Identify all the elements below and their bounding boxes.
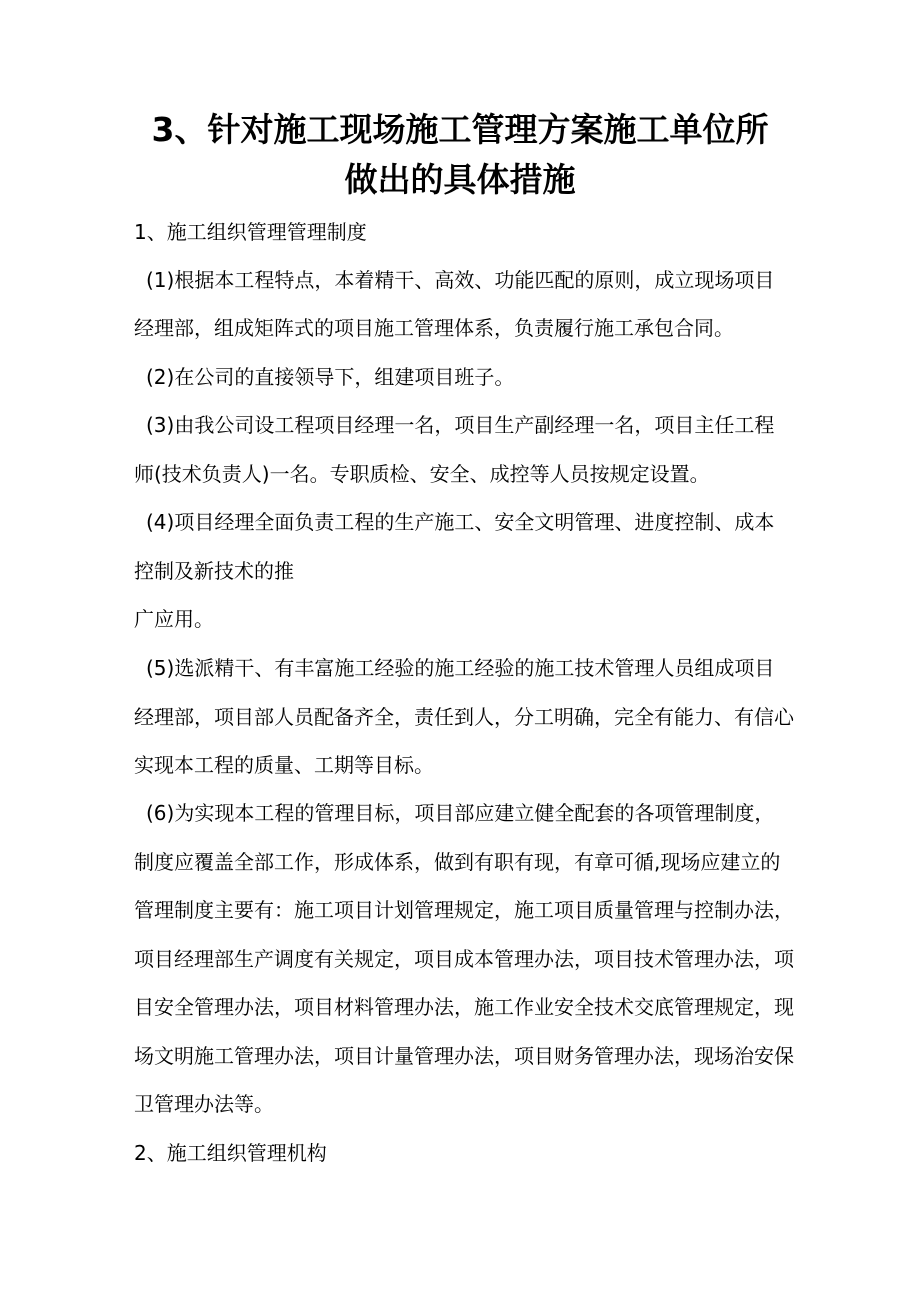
paragraph-line: 经理部，组成矩阵式的项目施工管理体系，负责履行施工承包合同。 [134, 316, 734, 340]
paragraph-line: (1)根据本工程特点，本着精干、高效、功能匹配的原则，成立现场项目 [146, 268, 775, 292]
paragraph-line: (6)为实现本工程的管理目标，项目部应建立健全配套的各项管理制度， [146, 801, 775, 825]
paragraph-line: 卫管理办法等。 [134, 1092, 274, 1116]
paragraph-line: 实现本工程的质量、工期等目标。 [134, 753, 434, 777]
paragraph-line: 场文明施工管理办法，项目计量管理办法，项目财务管理办法，现场治安保 [134, 1044, 794, 1068]
document-title-line-2: 做出的具体措施 [344, 160, 576, 199]
paragraph-line: 师(技术负责人)一名。专职质检、安全、成控等人员按规定设置。 [134, 462, 710, 486]
paragraph-line: 项目经理部生产调度有关规定，项目成本管理办法，项目技术管理办法，项 [134, 947, 794, 971]
paragraph-line: (3)由我公司设工程项目经理一名，项目生产副经理一名，项目主任工程 [146, 413, 775, 437]
section-heading-1: 1、施工组织管理管理制度 [134, 220, 367, 244]
paragraph-line: 控制及新技术的推 [134, 559, 294, 583]
paragraph-line: 制度应覆盖全部工作，形成体系，做到有职有现，有章可循,现场应建立的 [134, 850, 781, 874]
paragraph-line: (4)项目经理全面负责工程的生产施工、安全文明管理、进度控制、成本 [146, 510, 775, 534]
paragraph-line: (2)在公司的直接领导下，组建项目班子。 [146, 365, 515, 389]
paragraph-line: 管理制度主要有：施工项目计划管理规定，施工项目质量管理与控制办法， [134, 898, 794, 922]
paragraph-line: 目安全管理办法，项目材料管理办法，施工作业安全技术交底管理规定，现 [134, 995, 794, 1019]
document-title-line-1: 3、针对施工现场施工管理方案施工单位所 [151, 110, 769, 149]
paragraph-line: 广应用。 [134, 607, 214, 631]
paragraph-line: (5)选派精干、有丰富施工经验的施工经验的施工技术管理人员组成项目 [146, 656, 775, 680]
paragraph-line: 经理部，项目部人员配备齐全，责任到人，分工明确，完全有能力、有信心 [134, 705, 794, 729]
section-heading-2: 2、施工组织管理机构 [134, 1141, 327, 1165]
